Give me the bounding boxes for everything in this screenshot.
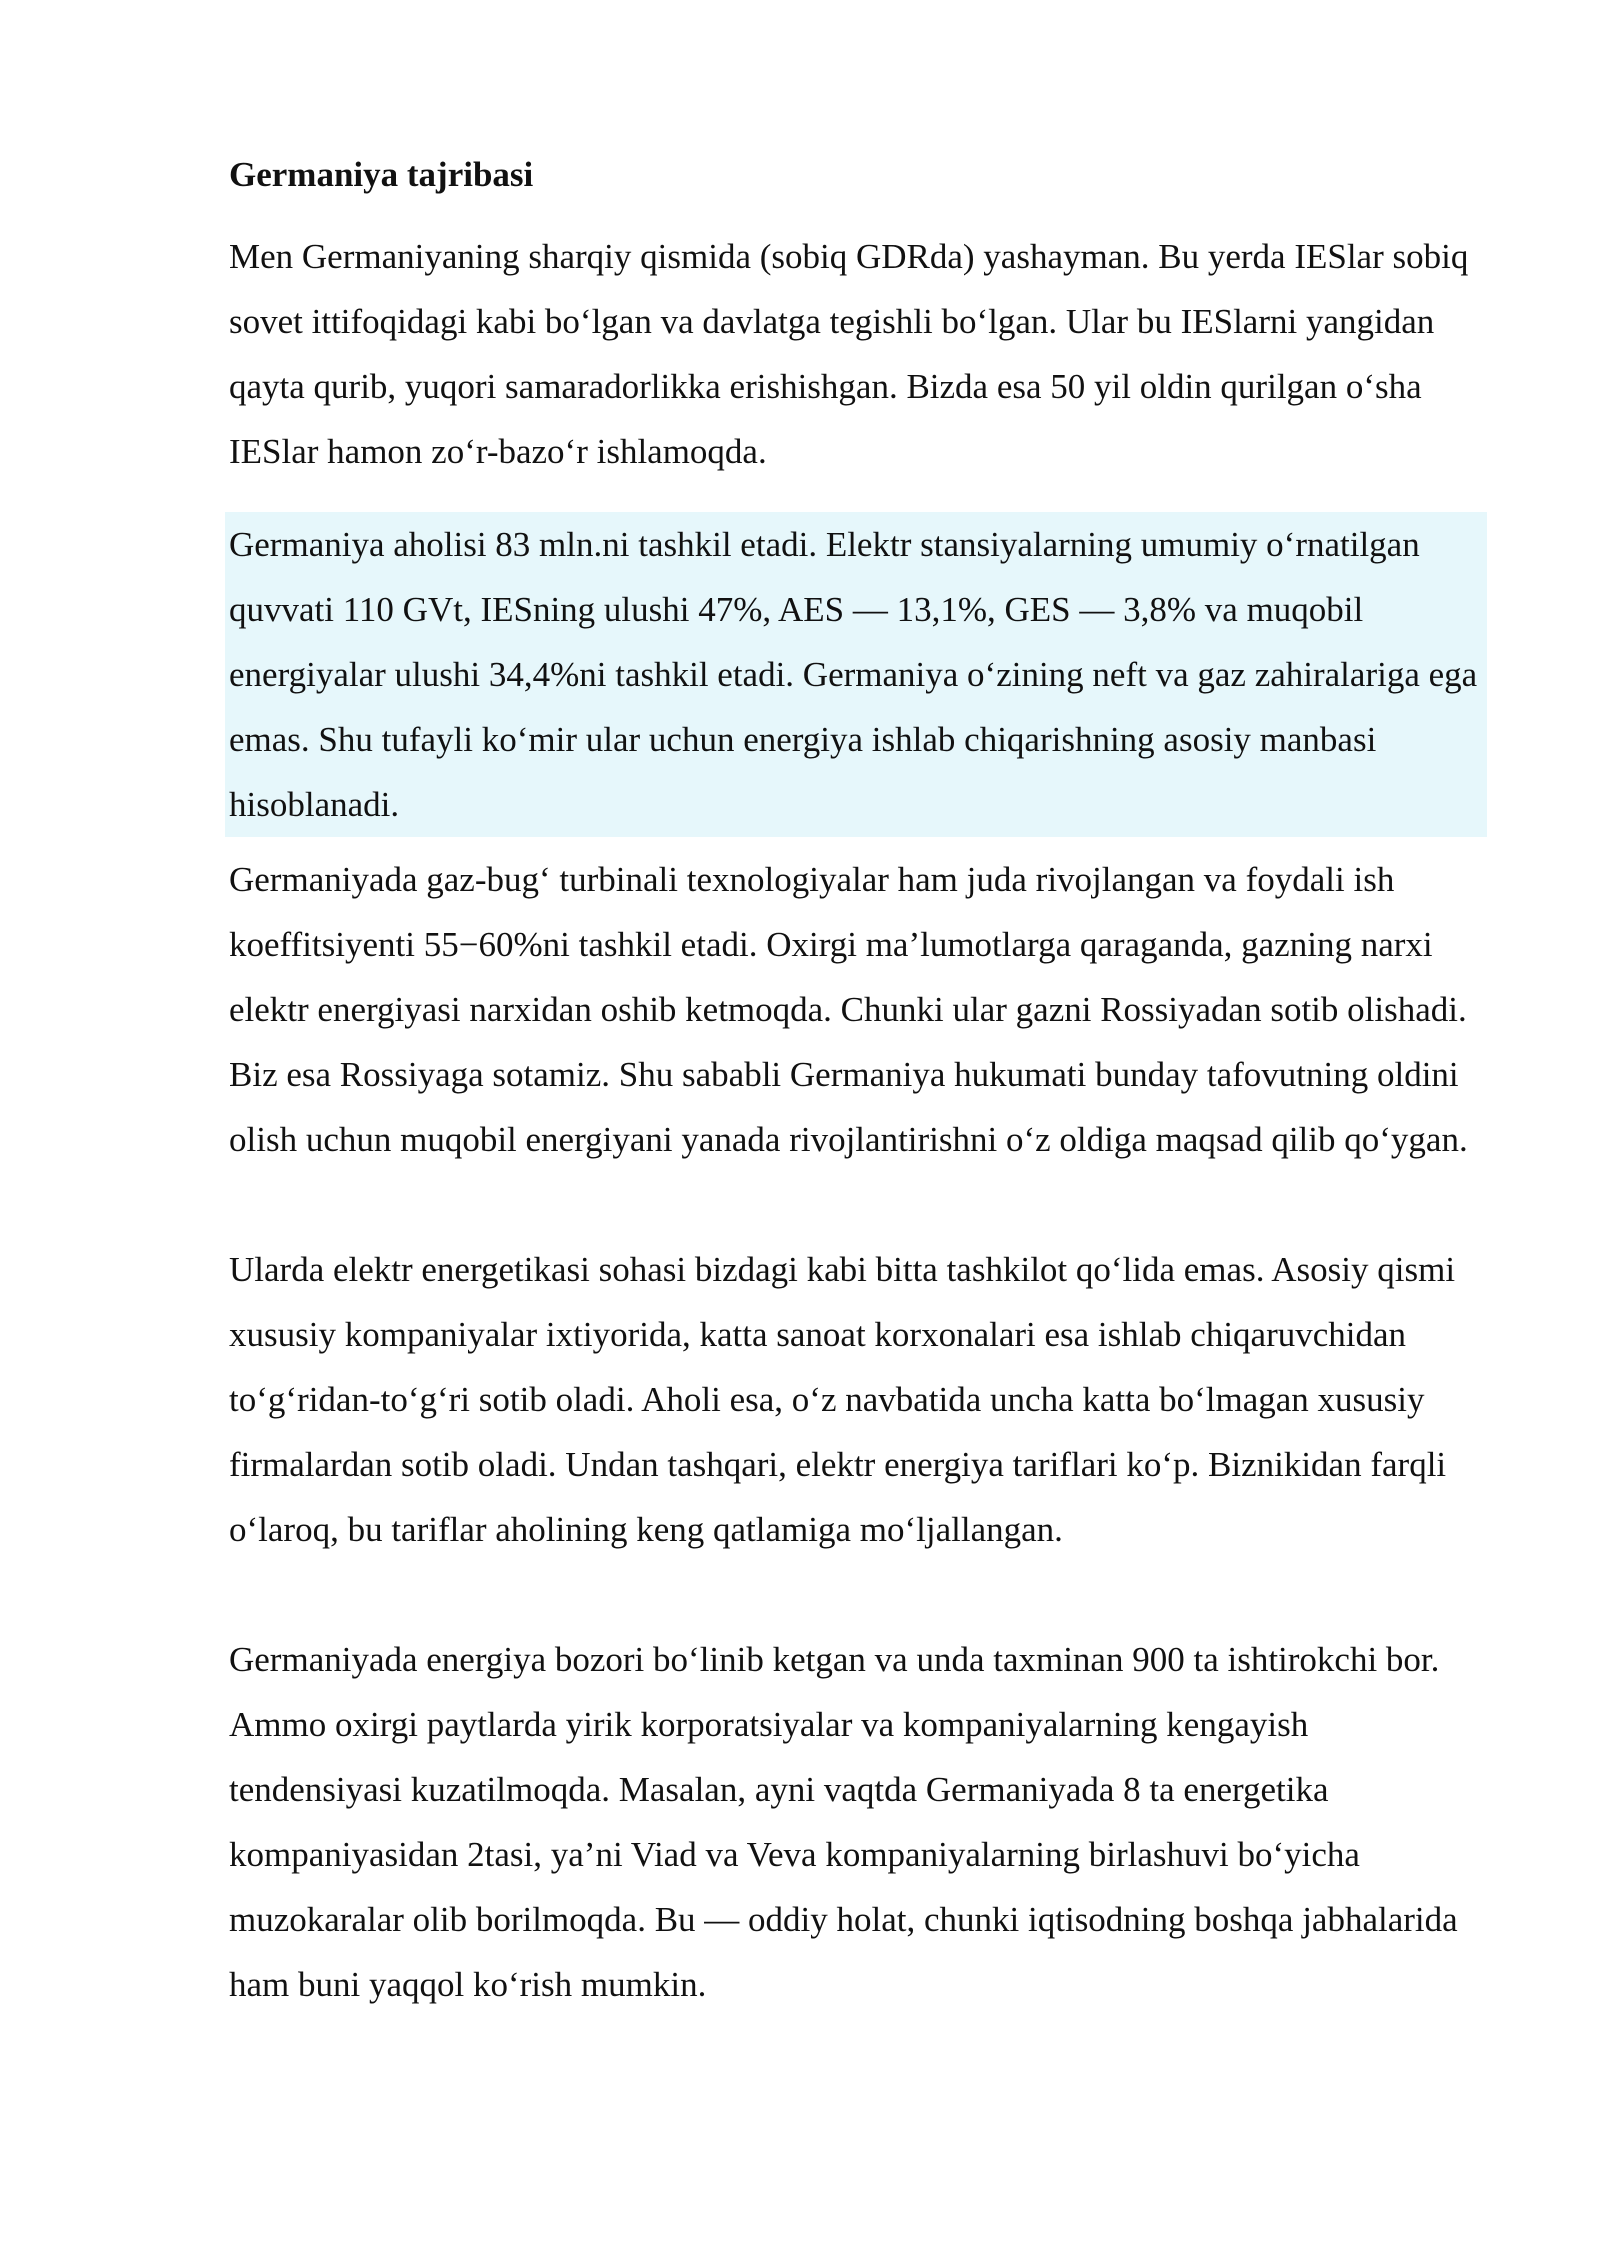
spacer bbox=[229, 1172, 1489, 1237]
document-page bbox=[229, 150, 1489, 2017]
spacer bbox=[229, 837, 1489, 847]
paragraph-gas-turbine: Germaniyada gaz-bug‘ turbinali texnologiyalar ham juda rivojlangan va foydali ish koeffitsiyenti 55−60%ni tashkil etadi. Oxirgi ma’lumotlarga qaraganda, gazning narxi elektr energiyasi narxidan oshib ketmoqda. Chunki ular gazni Rossiyadan sotib olishadi. Biz esa Rossiyaga sotamiz. Shu sababli Germaniya hukumati bunday tafovutning oldini olish uchun muqobil energiyani yanada rivojlantirishni o‘z oldiga maqsad qilib qo‘ygan. bbox=[229, 860, 1468, 1159]
spacer bbox=[229, 484, 1489, 512]
paragraph-energy-market: Germaniyada energiya bozori bo‘linib ketgan va unda taxminan 900 ta ishtirokchi bor. Ammo oxirgi paytlarda yirik korporatsiyalar va kompaniyalarning kengayish tendensiyasi kuzatilmoqda. Masalan, ayni vaqtda Germaniyada 8 ta energetika kompaniyasidan 2tasi, ya’ni Viad va Veva kompaniyalarning birlashuvi bo‘yicha muzokaralar olib borilmoqda. Bu — oddiy holat, chunki iqtisodning boshqa jabhalarida ham buni yaqqol ko‘rish mumkin. bbox=[229, 1640, 1458, 2004]
spacer bbox=[229, 1562, 1489, 1627]
page-title: Germaniya tajribasi bbox=[229, 155, 534, 194]
paragraph-population-highlighted: Germaniya aholisi 83 mln.ni tashkil etadi. Elektr stansiyalarning umumiy o‘rnatilgan quvvati 110 GVt, IESning ulushi 47%, AES — 13,1%, GES — 3,8% va muqobil energiyalar ulushi 34,4%ni tashkil etadi. Germaniya o‘zining neft va gaz zahiralariga ega emas. Shu tufayli ko‘mir ular uchun energiya ishlab chiqarishning asosiy manbasi hisoblanadi. bbox=[225, 512, 1487, 837]
paragraph-gdr: Men Germaniyaning sharqiy qismida (sobiq GDRda) yashayman. Bu yerda IESlar sobiq sovet ittifoqidagi kabi bo‘lgan va davlatga tegishli bo‘lgan. Ular bu IESlarni yangidan qayta qurib, yuqori samaradorlikka erishishgan. Bizda esa 50 yil oldin qurilgan o‘sha IESlar hamon zo‘r-bazo‘r ishlamoqda. bbox=[229, 237, 1469, 471]
paragraph-energy-sector: Ularda elektr energetikasi sohasi bizdagi kabi bitta tashkilot qo‘lida emas. Asosiy qismi xususiy kompaniyalar ixtiyorida, katta sanoat korxonalari esa ishlab chiqaruvchidan to‘g‘ridan-to‘g‘ri sotib oladi. Aholi esa, o‘z navbatida uncha katta bo‘lmagan xususiy firmalardan sotib oladi. Undan tashqari, elektr energiya tariflari ko‘p. Biznikidan farqli o‘laroq, bu tariflar aholining keng qatlamiga mo‘ljallangan. bbox=[229, 1250, 1456, 1549]
